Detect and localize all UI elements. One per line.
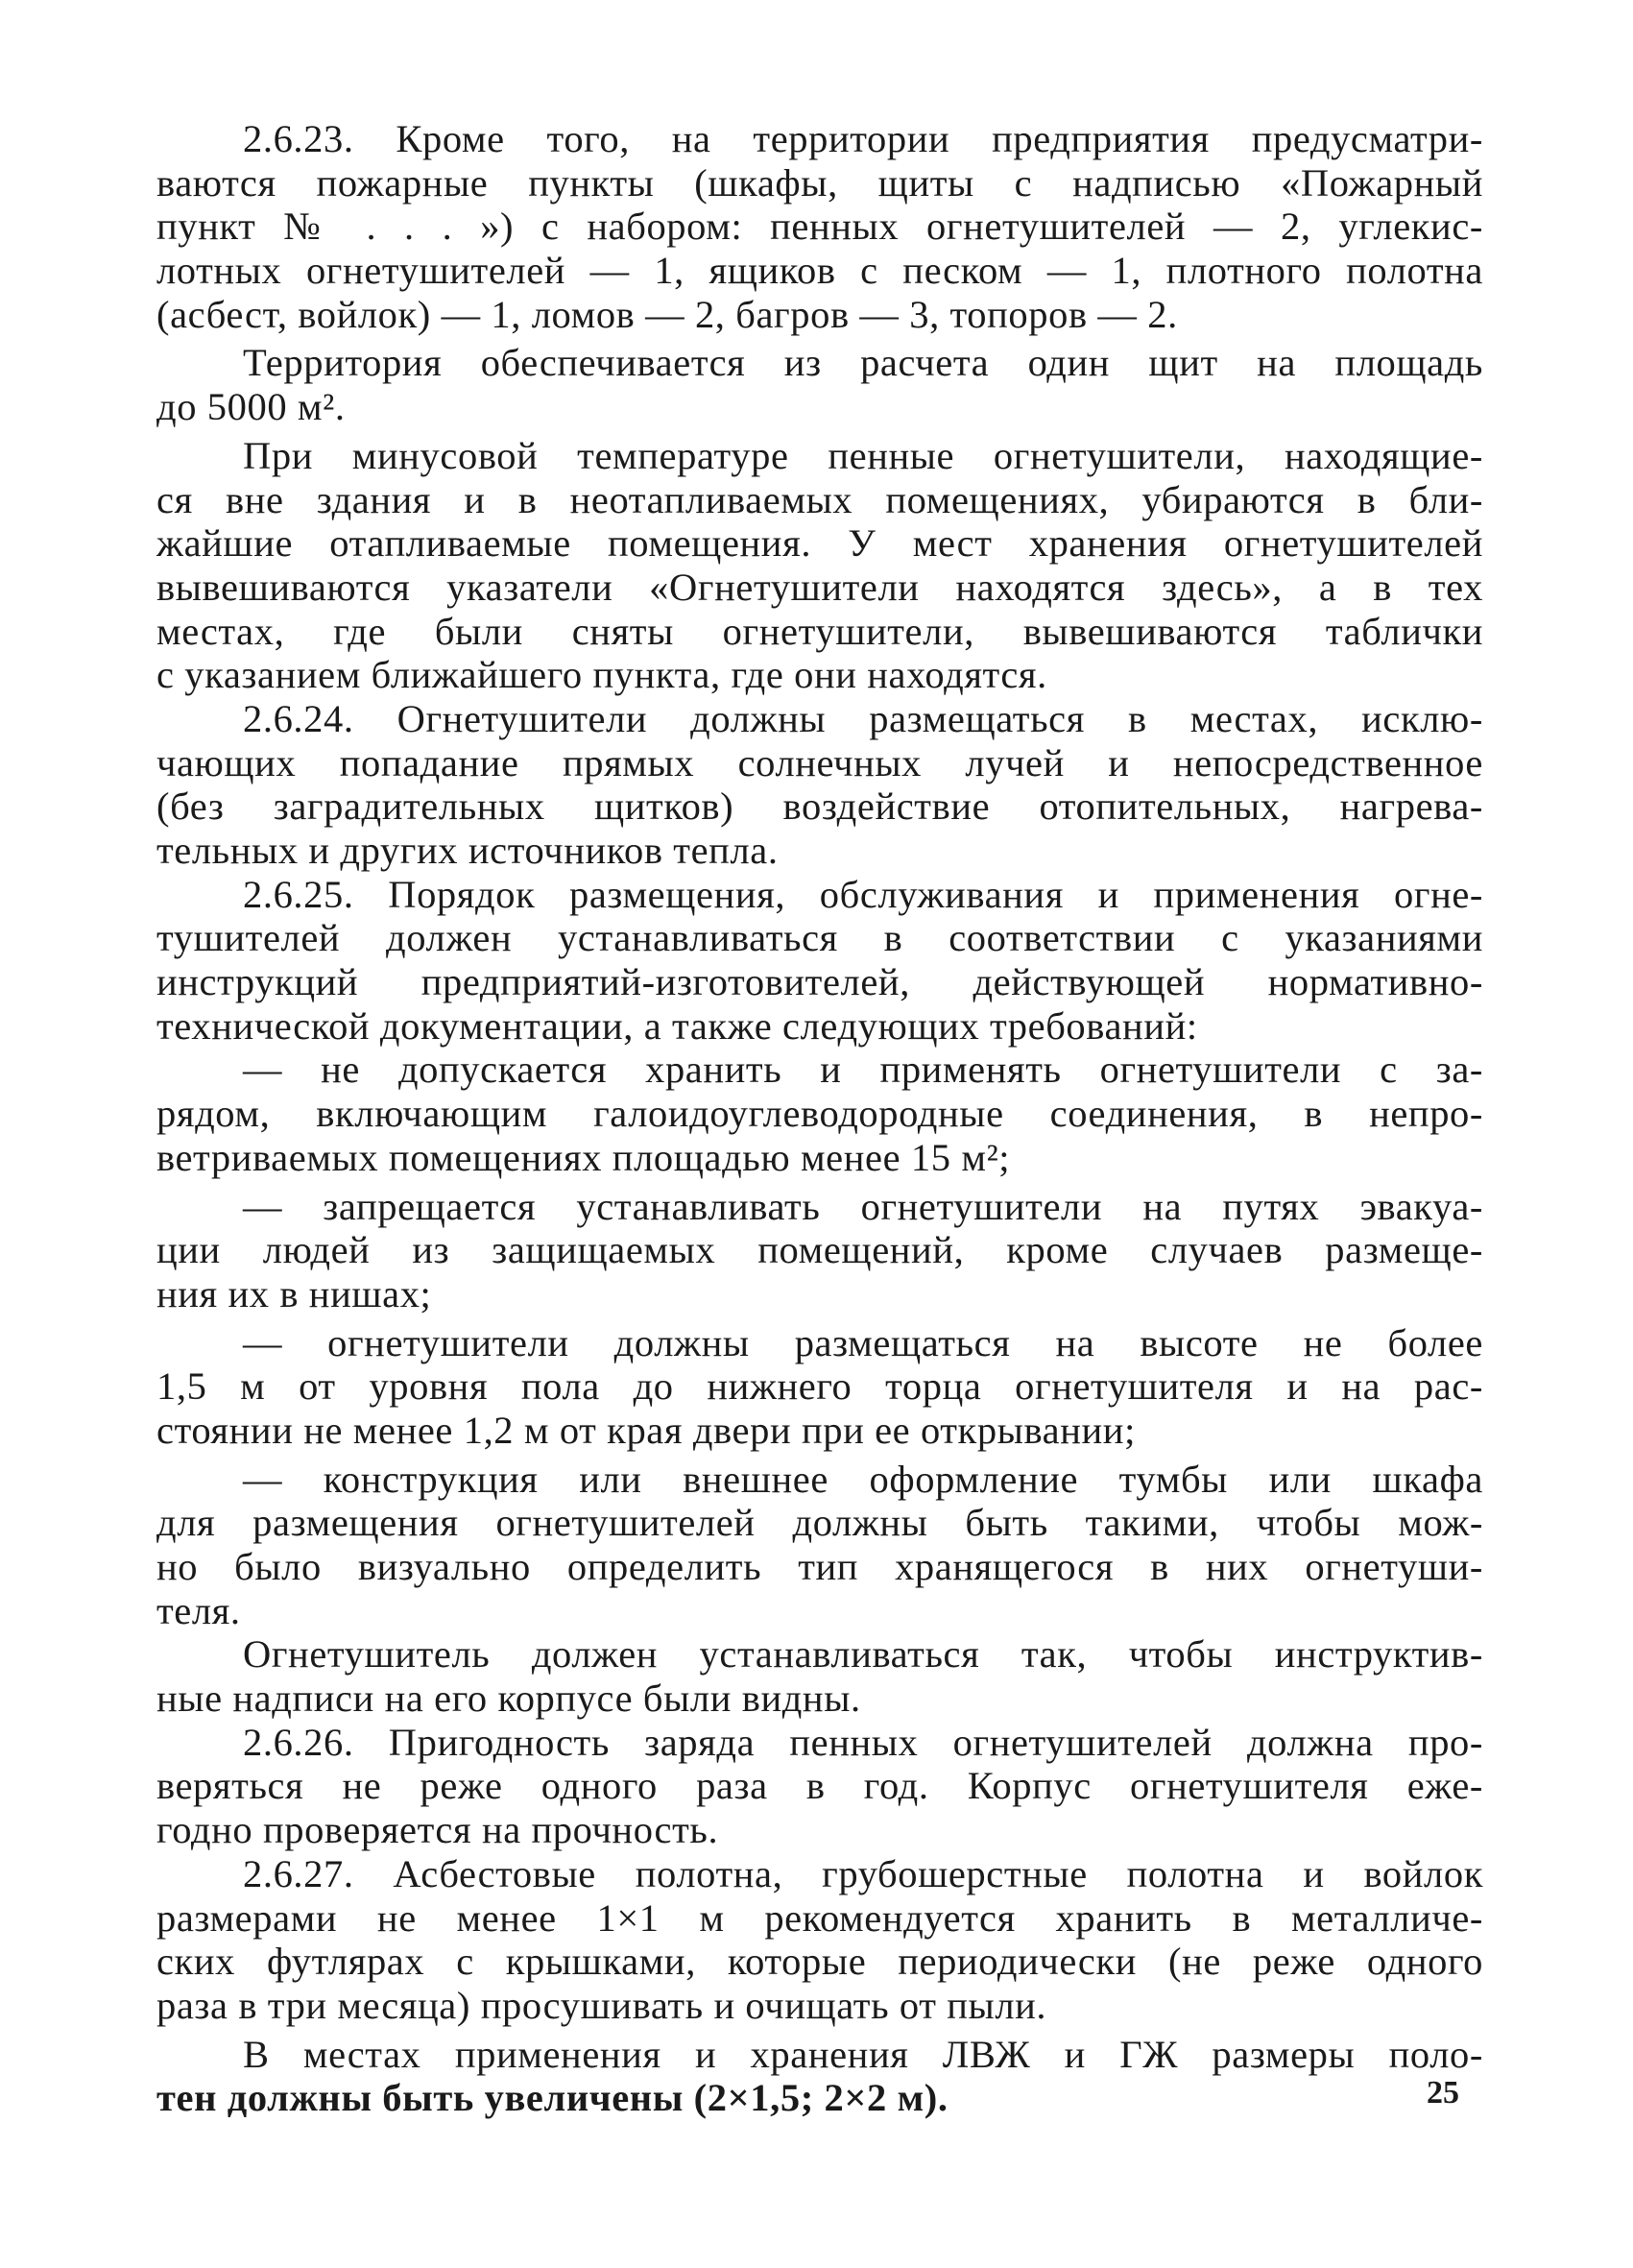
text-line: вывешиваются указатели «Огнетушители находятся здесь», а в тех [156,565,1483,609]
text-line: (без заградительных щитков) воздействие отопительных, нагрева- [156,784,1483,829]
text-line: При минусовой температуре пенные огнетушители, находящие- [243,433,1483,477]
text-line: ния их в нишах; [156,1271,432,1315]
text-line: пункт № . . . ») с набором: пенных огнетушителей — 2, углекис- [156,205,1483,249]
text-line: раза в три месяца) просушивать и очищать от пыли. [156,1983,1047,2027]
text-line: для размещения огнетушителей должны быть такими, чтобы мож- [156,1501,1483,1545]
text-line: (асбест, войлок) — 1, ломов — 2, багров — 3, топоров — 2. [156,292,1178,336]
text-line: рядом, включающим галоидоуглеводородные соединения, в непро- [156,1092,1483,1136]
text-line: — запрещается устанавливать огнетушители на путях эвакуа- [243,1184,1483,1228]
text-line: Огнетушитель должен устанавливаться так, чтобы инструктив- [243,1632,1483,1677]
text-line: ских футлярах с крышками, которые периодически (не реже одного [156,1940,1483,1984]
text-line: ные надписи на его корпусе были видны. [156,1677,861,1721]
text-line: веряться не реже одного раза в год. Корпус огнетушителя еже- [156,1764,1483,1808]
text-line: размерами не менее 1×1 м рекомендуется хранить в металличе- [156,1895,1483,1940]
text-line: ции людей из защищаемых помещений, кроме случаев размеще- [156,1228,1483,1272]
text-line: но было визуально определить тип хранящегося в них огнетуши- [156,1545,1483,1588]
text-line: местах, где были сняты огнетушители, вывешиваются таблички [156,609,1483,653]
page-number: 25 [1427,2075,1459,2111]
text-line: ваются пожарные пункты (шкафы, щиты с надписью «Пожарный [156,160,1483,205]
text-line: лотных огнетушителей — 1, ящиков с песком — 1, плотного полотна [156,249,1483,293]
text-line: теля. [156,1588,241,1632]
text-line: годно проверяется на прочность. [156,1808,719,1852]
text-line: тельных и других источников тепла. [156,829,779,872]
text-line: — конструкция или внешнее оформление тумбы или шкафа [243,1457,1483,1501]
text-line: — огнетушители должны размещаться на высоте не более [243,1320,1483,1364]
text-line: 2.6.25. Порядок размещения, обслуживания и применения огне- [243,872,1483,916]
text-line: до 5000 м². [156,385,346,429]
text-line: 2.6.24. Огнетушители должны размещаться в местах, исклю- [243,696,1483,740]
text-line: 1,5 м от уровня пола до нижнего торца огнетушителя и на рас- [156,1364,1483,1409]
text-line: жайшие отапливаемые помещения. У мест хранения огнетушителей [156,521,1483,566]
text-line: В местах применения и хранения ЛВЖ и ГЖ размеры поло- [243,2032,1483,2076]
text-line: инструкций предприятий-изготовителей, действующей нормативно- [156,960,1483,1004]
text-line: 2.6.26. Пригодность заряда пенных огнетушителей должна про- [243,1720,1483,1764]
text-line: — не допускается хранить и применять огнетушители с за- [243,1048,1483,1092]
text-line: ветриваемых помещениях площадью менее 15 м²; [156,1135,1011,1179]
text-line: тушителей должен устанавливаться в соответствии с указаниями [156,916,1483,960]
text-line: тен должны быть увеличены (2×1,5; 2×2 м). [156,2076,949,2120]
text-line: чающих попадание прямых солнечных лучей и непосредственное [156,740,1483,784]
text-line: 2.6.23. Кроме того, на территории предприятия предусматри- [243,117,1483,160]
body-text [156,117,1483,2120]
text-line: ся вне здания и в неотапливаемых помещениях, убираются в бли- [156,477,1483,521]
text-line: стоянии не менее 1,2 м от края двери при ее открывании; [156,1408,1136,1452]
text-line: с указанием ближайшего пункта, где они находятся. [156,653,1047,697]
text-line: 2.6.27. Асбестовые полотна, грубошерстные полотна и войлок [243,1851,1483,1895]
text-line: Территория обеспечивается из расчета один щит на площадь [243,341,1483,385]
text-line: технической документации, а также следующих требований: [156,1003,1198,1048]
